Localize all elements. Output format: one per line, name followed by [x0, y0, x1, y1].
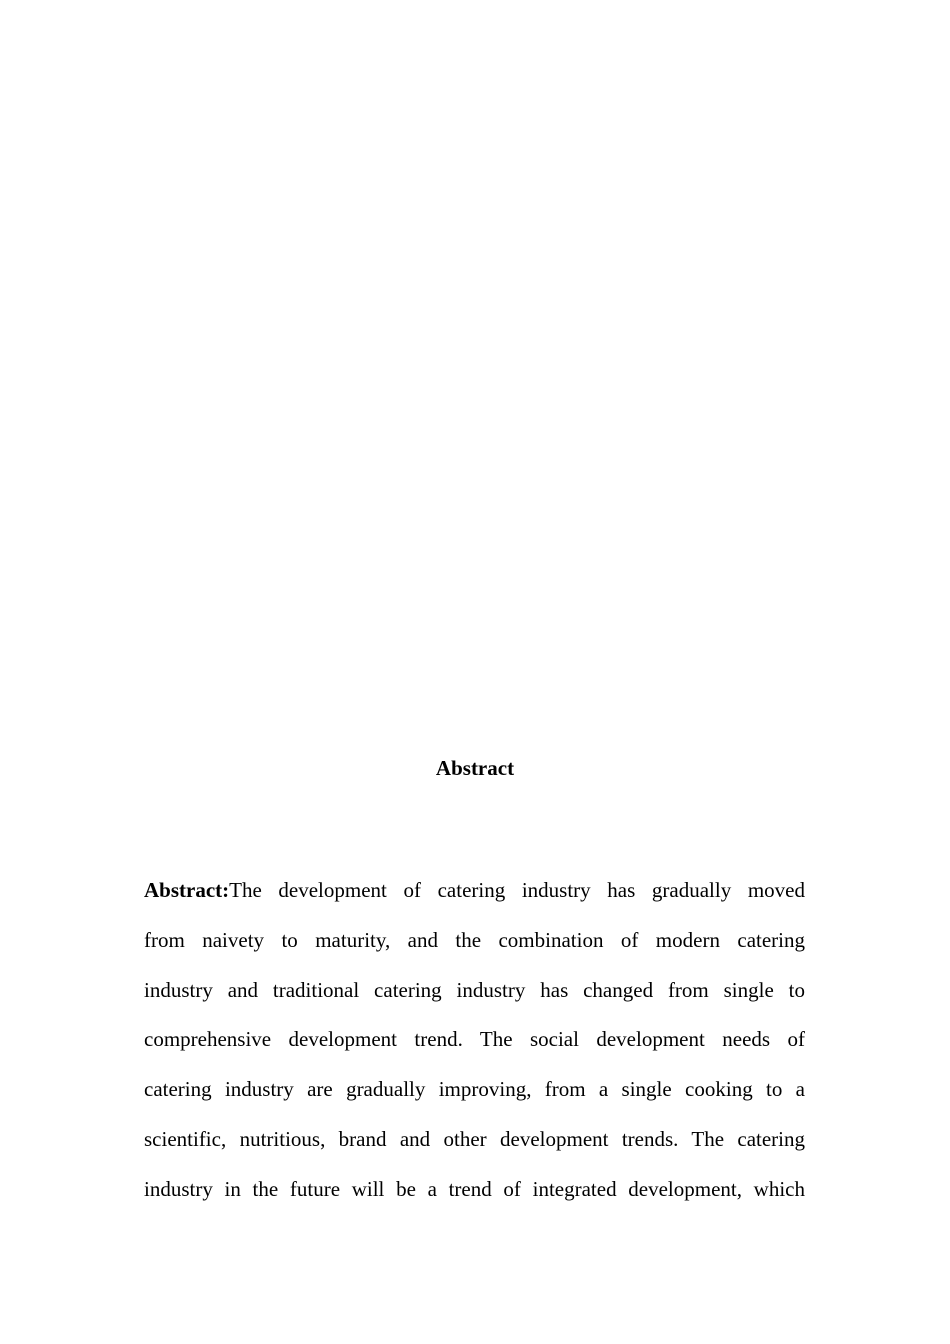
abstract-lead-label: Abstract:: [144, 878, 230, 902]
abstract-line: scientific, nutritious, brand and other development trends. The catering: [144, 1126, 805, 1151]
abstract-heading: Abstract: [435, 756, 515, 780]
abstract-line: industry in the future will be a trend of integrated development, which: [144, 1176, 805, 1201]
abstract-line: [144, 866, 805, 916]
abstract-line: industry and traditional catering industry has changed from single to: [144, 977, 805, 1002]
abstract-line: catering industry are gradually improving, from a single cooking to a: [144, 1077, 805, 1102]
abstract-line: comprehensive development trend. The social development needs of: [144, 1027, 805, 1052]
abstract-line: from naivety to maturity, and the combination of modern catering: [144, 927, 805, 952]
abstract-line-text: The development of catering industry has gradually moved: [229, 878, 805, 902]
abstract-body: [144, 866, 805, 1215]
